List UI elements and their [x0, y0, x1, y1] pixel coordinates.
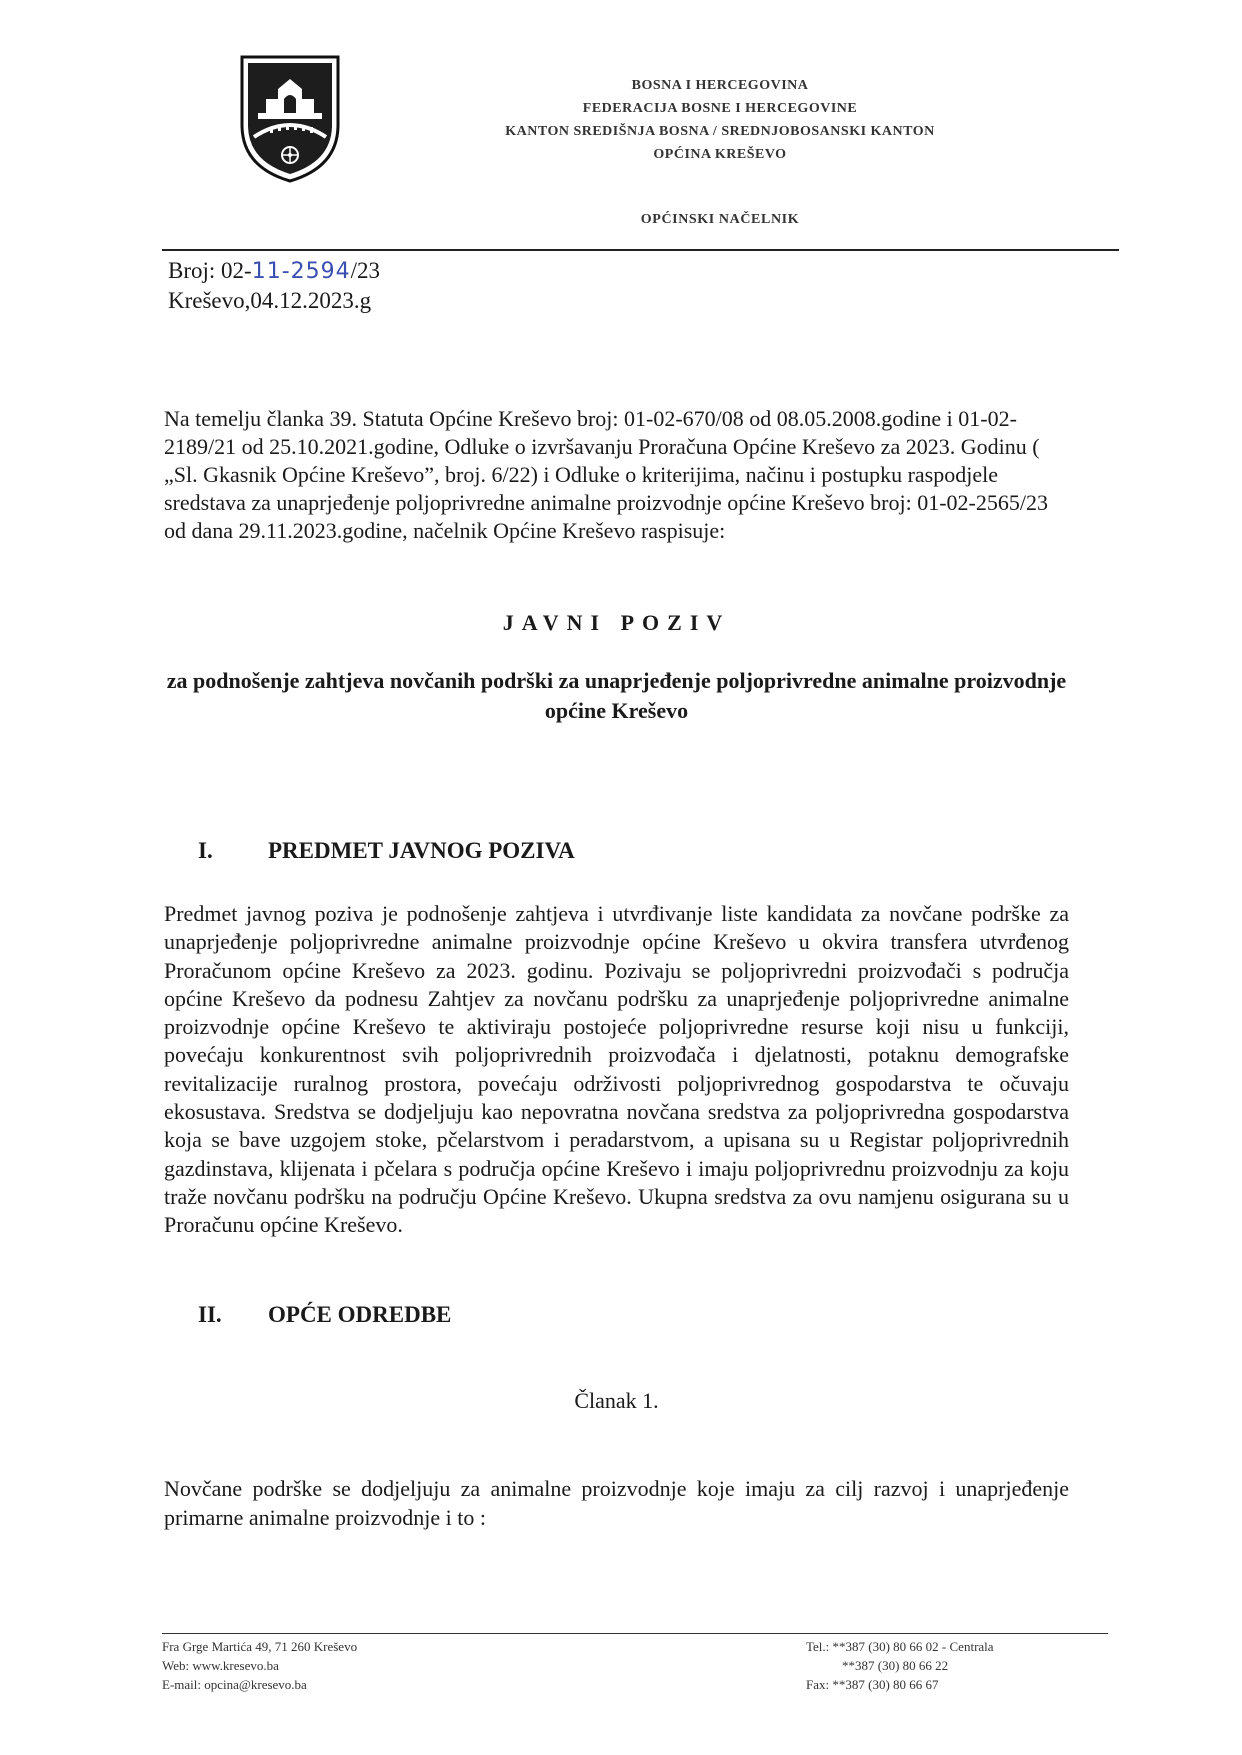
article-1-paragraph: Novčane podrške se dodjeljuju za animalne proizvodnje koje imaju za cilj razvoj i unaprjeđenje primarne animalne proizvodnje i to :: [164, 1476, 1069, 1530]
document-subtitle: za podnošenje zahtjeva novčanih podrški za unaprjeđenje poljoprivredne animalne proizvodnje općine Kreševo: [166, 668, 1067, 723]
footer-web: Web: www.kresevo.ba: [162, 1658, 279, 1673]
header-canton: KANTON SREDIŠNJA BOSNA / SREDNJOBOSANSKI KANTON: [505, 124, 935, 139]
header-divider: [162, 249, 1119, 251]
reference-date: Kreševo,04.12.2023.g: [168, 288, 372, 313]
section-2-number: II.: [198, 1302, 222, 1327]
section-1-paragraph: Predmet javnog poziva je podnošenje zahtjeva i utvrđivanje liste kandidata za novčane podrške za unaprjeđenje poljoprivredne animalne proizvodnje općine Kreševo u okvira transfera utvrđenog Proračunom općine Kreševo za 2023. godinu. Pozivaju se poljoprivredni proizvođači s područja općine Kreševo da podnesu Zahtjev za novčanu podršku za unaprjeđenje poljoprivredne animalne proizvodnje općine Kreševo te aktiviraju postojeće poljoprivredne resurse koji nisu u funkciji, povećaju konkurentnost svih poljoprivrednih proizvođača i djelatnosti, potaknu demografske revitalizacije ruralnog prostora, povećaju održivosti poljoprivrednog gospodarstva te očuvaju ekosustava. Sredstva se dodjeljuju kao nepovratna novčana sredstva za poljoprivredna gospodarstva koja se bave uzgojem stoke, pčelarstvom i peradarstvom, a upisana su u Registar poljoprivrednih gazdinstava, klijenata i pčelara s područja općine Kreševo i imaju poljoprivrednu proizvodnju za koju traže novčanu podršku na području Općine Kreševo. Ukupna sredstva za ovu namjenu osigurana su u Proračunu općine Kreševo.: [164, 901, 1069, 1238]
article-1-heading: Članak 1.: [574, 1388, 659, 1413]
reference-prefix: Broj: 02-: [168, 258, 252, 283]
footer-tel-central: Tel.: **387 (30) 80 66 02 - Centrala: [806, 1639, 994, 1654]
footer-contact-left: [162, 1637, 357, 1694]
header-federation: FEDERACIJA BOSNE I HERCEGOVINE: [582, 101, 858, 116]
municipality-crest-icon: [240, 55, 340, 183]
reference-suffix: /23: [350, 258, 381, 283]
section-1-title: PREDMET JAVNOG POZIVA: [268, 838, 575, 863]
footer-tel-second: **387 (30) 80 66 22: [842, 1658, 949, 1673]
document-title: JAVNI POZIV: [502, 610, 731, 635]
intro-paragraph: Na temelju članka 39. Statuta Općine Kreševo broj: 01-02-670/08 od 08.05.2008.godine i 01-02-2189/21 od 25.10.2021.godine, Odluke o izvršavanju Proračuna Općine Kreševo za 2023. Godinu ( „Sl. Gkasnik Općine Kreševo”, broj. 6/22) i Odluke o kriterijima, načinu i postupku raspodjele sredstava za unaprjeđenje poljoprivredne animalne proizvodnje općine Kreševo broj: 01-02-2565/23 od dana 29.11.2023.godine, načelnik Općine Kreševo raspisuje:: [164, 406, 1048, 543]
header-office: OPĆINSKI NAČELNIK: [640, 212, 800, 227]
footer-address: Fra Grge Martića 49, 71 260 Kreševo: [162, 1639, 358, 1654]
footer-email: E-mail: opcina@kresevo.ba: [162, 1677, 307, 1692]
header-country: BOSNA I HERCEGOVINA: [631, 78, 809, 93]
footer-divider: [162, 1633, 1108, 1634]
section-1-heading: [198, 838, 575, 864]
footer-contact-right: [806, 1637, 994, 1694]
section-2-heading: [198, 1302, 451, 1328]
section-2-title: OPĆE ODREDBE: [268, 1302, 452, 1327]
footer-fax: Fax: **387 (30) 80 66 67: [806, 1677, 939, 1692]
section-1-number: I.: [198, 838, 213, 863]
reference-handwritten-number: 11-2594: [251, 259, 351, 284]
reference-number: [168, 258, 380, 284]
header-municipality: OPĆINA KREŠEVO: [653, 147, 787, 162]
